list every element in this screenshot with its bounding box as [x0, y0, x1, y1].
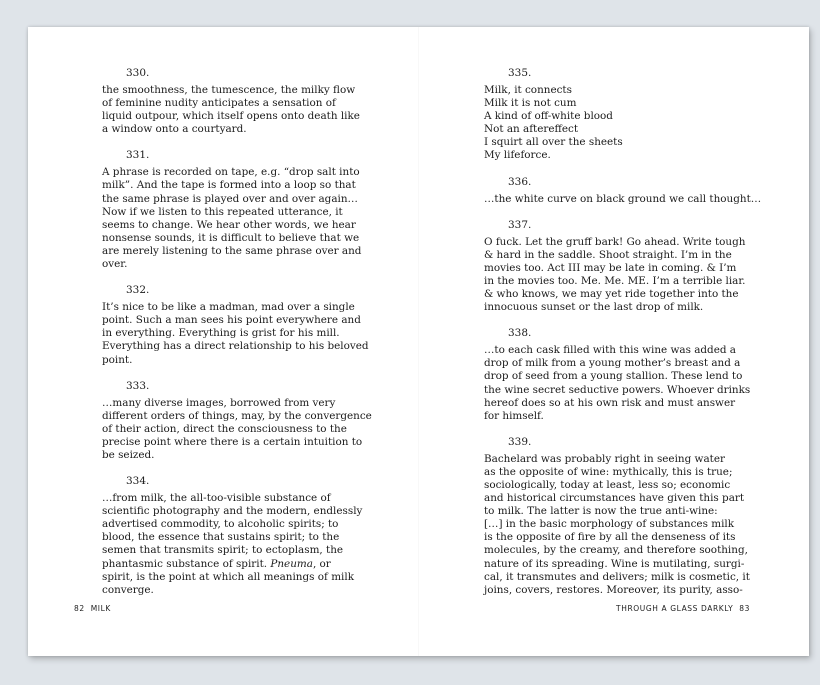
text-line: milk”. And the tape is formed into a loop so that [102, 179, 356, 192]
text-line: advertised commodity, to alcoholic spirits; to [102, 518, 339, 531]
left-page-text [102, 67, 372, 610]
numbered-entry [484, 327, 751, 423]
text-line: […] in the basic morphology of substances milk [484, 518, 735, 531]
numbered-entry [102, 149, 362, 271]
text-line: …many diverse images, borrowed from very [102, 396, 336, 409]
text-line: …from milk, the all-too-visible substance of [102, 492, 331, 505]
text-line: semen that transmits spirit; to ectoplasm, the [102, 544, 344, 557]
entry-number: 331. [126, 149, 150, 162]
text-line: spirit, is the point at which all meanings of milk [102, 570, 354, 583]
text-line: liquid outpour, which itself opens onto death like [102, 110, 360, 123]
numbered-entry [484, 218, 746, 315]
text-line: scientific photography and the modern, endlessly [102, 505, 363, 518]
right-folio [616, 604, 750, 614]
text-line: Everything has a direct relationship to his beloved [102, 340, 369, 353]
entry-number: 333. [126, 379, 150, 392]
text-line: over. [102, 258, 128, 271]
text-line: Milk it is not cum [484, 97, 577, 110]
text-line: Now if we listen to this repeated utterance, it [102, 205, 343, 218]
numbered-entry [102, 379, 372, 462]
text-line: …to each cask filled with this wine was added a [484, 344, 737, 357]
text-line: joins, covers, restores. Moreover, its purity, asso- [484, 583, 743, 596]
text-line: is the opposite of fire by all the denseness of its [484, 531, 736, 544]
text-line: O fuck. Let the gruff bark! Go ahead. Write tough [484, 235, 746, 248]
text-line: different orders of things, may, by the convergence [102, 409, 372, 422]
numbered-entry [484, 67, 724, 163]
text-line: of their action, direct the consciousness to the [102, 422, 347, 435]
text-line: a window onto a courtyard. [102, 123, 247, 136]
entry-number: 332. [126, 284, 150, 297]
text-line: movies too. Act III may be late in coming. & I’m [484, 261, 737, 274]
text-line: hereof does so at his own risk and must answer [484, 396, 736, 409]
page-number-right: 83 [739, 604, 750, 613]
text-line: …the white curve on black ground we call thought… [484, 192, 762, 205]
book-spread [28, 27, 809, 656]
text-line: converge. [102, 583, 154, 596]
text-line: precise point where there is a certain intuition to [102, 435, 363, 448]
entry-number: 337. [508, 218, 532, 231]
text-line: My lifeforce. [484, 149, 551, 162]
running-head-left: MILK [90, 604, 111, 613]
text-line: Not an aftereffect [484, 123, 579, 136]
italic-term: Pneuma [270, 557, 313, 570]
text-line: in everything. Everything is grist for his mill. [102, 327, 340, 340]
text-line: and historical circumstances have given this part [484, 492, 745, 505]
numbered-entry [102, 475, 363, 597]
numbered-entry [102, 284, 369, 366]
text-line: seems to change. We hear other words, we hear [102, 218, 356, 231]
numbered-entry [484, 175, 762, 206]
entry-number: 339. [508, 435, 532, 448]
text-line: & hard in the saddle. Shoot straight. I’m in the [484, 248, 732, 261]
text-line: drop of milk from a young mother’s breast and a [484, 357, 741, 370]
text-line: nonsense sounds, it is difficult to believe that we [102, 231, 360, 244]
text-line: of feminine nudity anticipates a sensation of [102, 97, 336, 110]
text-line: as the opposite of wine: mythically, this is true; [484, 465, 733, 478]
entry-number: 335. [508, 67, 532, 79]
numbered-entry [484, 435, 750, 597]
text-line: the wine secret seductive powers. Whoever drinks [484, 383, 751, 396]
text-line: to milk. The latter is now the true anti-wine: [484, 505, 718, 518]
text-line: sociologically, today at least, less so; economic [484, 478, 731, 491]
running-head-right: THROUGH A GLASS DARKLY [616, 604, 734, 613]
text-line: I squirt all over the sheets [484, 136, 623, 149]
text-line: the same phrase is played over and over again… [102, 192, 358, 205]
text-line: the smoothness, the tumescence, the milky flow [102, 84, 356, 96]
text-line: Milk, it connects [484, 84, 572, 96]
text-line: Bachelard was probably right in seeing water [484, 452, 725, 465]
text-line: be seized. [102, 448, 155, 461]
text-line: cal, it transmutes and delivers; milk is cosmetic, it [484, 570, 750, 583]
entry-number: 334. [126, 475, 150, 488]
text-line: phantasmic substance of spirit. Pneuma, or [102, 557, 331, 570]
text-line: are merely listening to the same phrase over and [102, 244, 362, 257]
text-line: point. Such a man sees his point everywhere and [102, 314, 361, 327]
text-line: & who knows, we may yet ride together into the [484, 288, 739, 301]
left-folio [74, 604, 111, 614]
text-line: drop of seed from a young stallion. These lend to [484, 370, 743, 383]
text-line: molecules, by the creamy, and therefore soothing, [484, 544, 748, 557]
text-line: nature of its spreading. Wine is mutilating, surgi- [484, 557, 745, 570]
text-line: It’s nice to be like a madman, mad over a single [102, 301, 355, 314]
text-line: innocuous sunset or the last drop of milk. [484, 301, 704, 314]
text-line: point. [102, 353, 133, 366]
page-number-left: 82 [74, 604, 85, 613]
text-line: for himself. [484, 409, 544, 422]
text-line: A kind of off-white blood [484, 110, 613, 123]
entry-number: 330. [126, 67, 150, 79]
text-line: in the movies too. Me. Me. ME. I’m a terrible liar. [484, 274, 746, 287]
entry-number: 338. [508, 327, 532, 340]
gutter-shadow [418, 27, 419, 656]
text-line: blood, the essence that sustains spirit; to the [102, 531, 340, 544]
numbered-entry [102, 67, 360, 136]
entry-number: 336. [508, 175, 532, 188]
text-line: A phrase is recorded on tape, e.g. “drop salt into [102, 166, 360, 179]
